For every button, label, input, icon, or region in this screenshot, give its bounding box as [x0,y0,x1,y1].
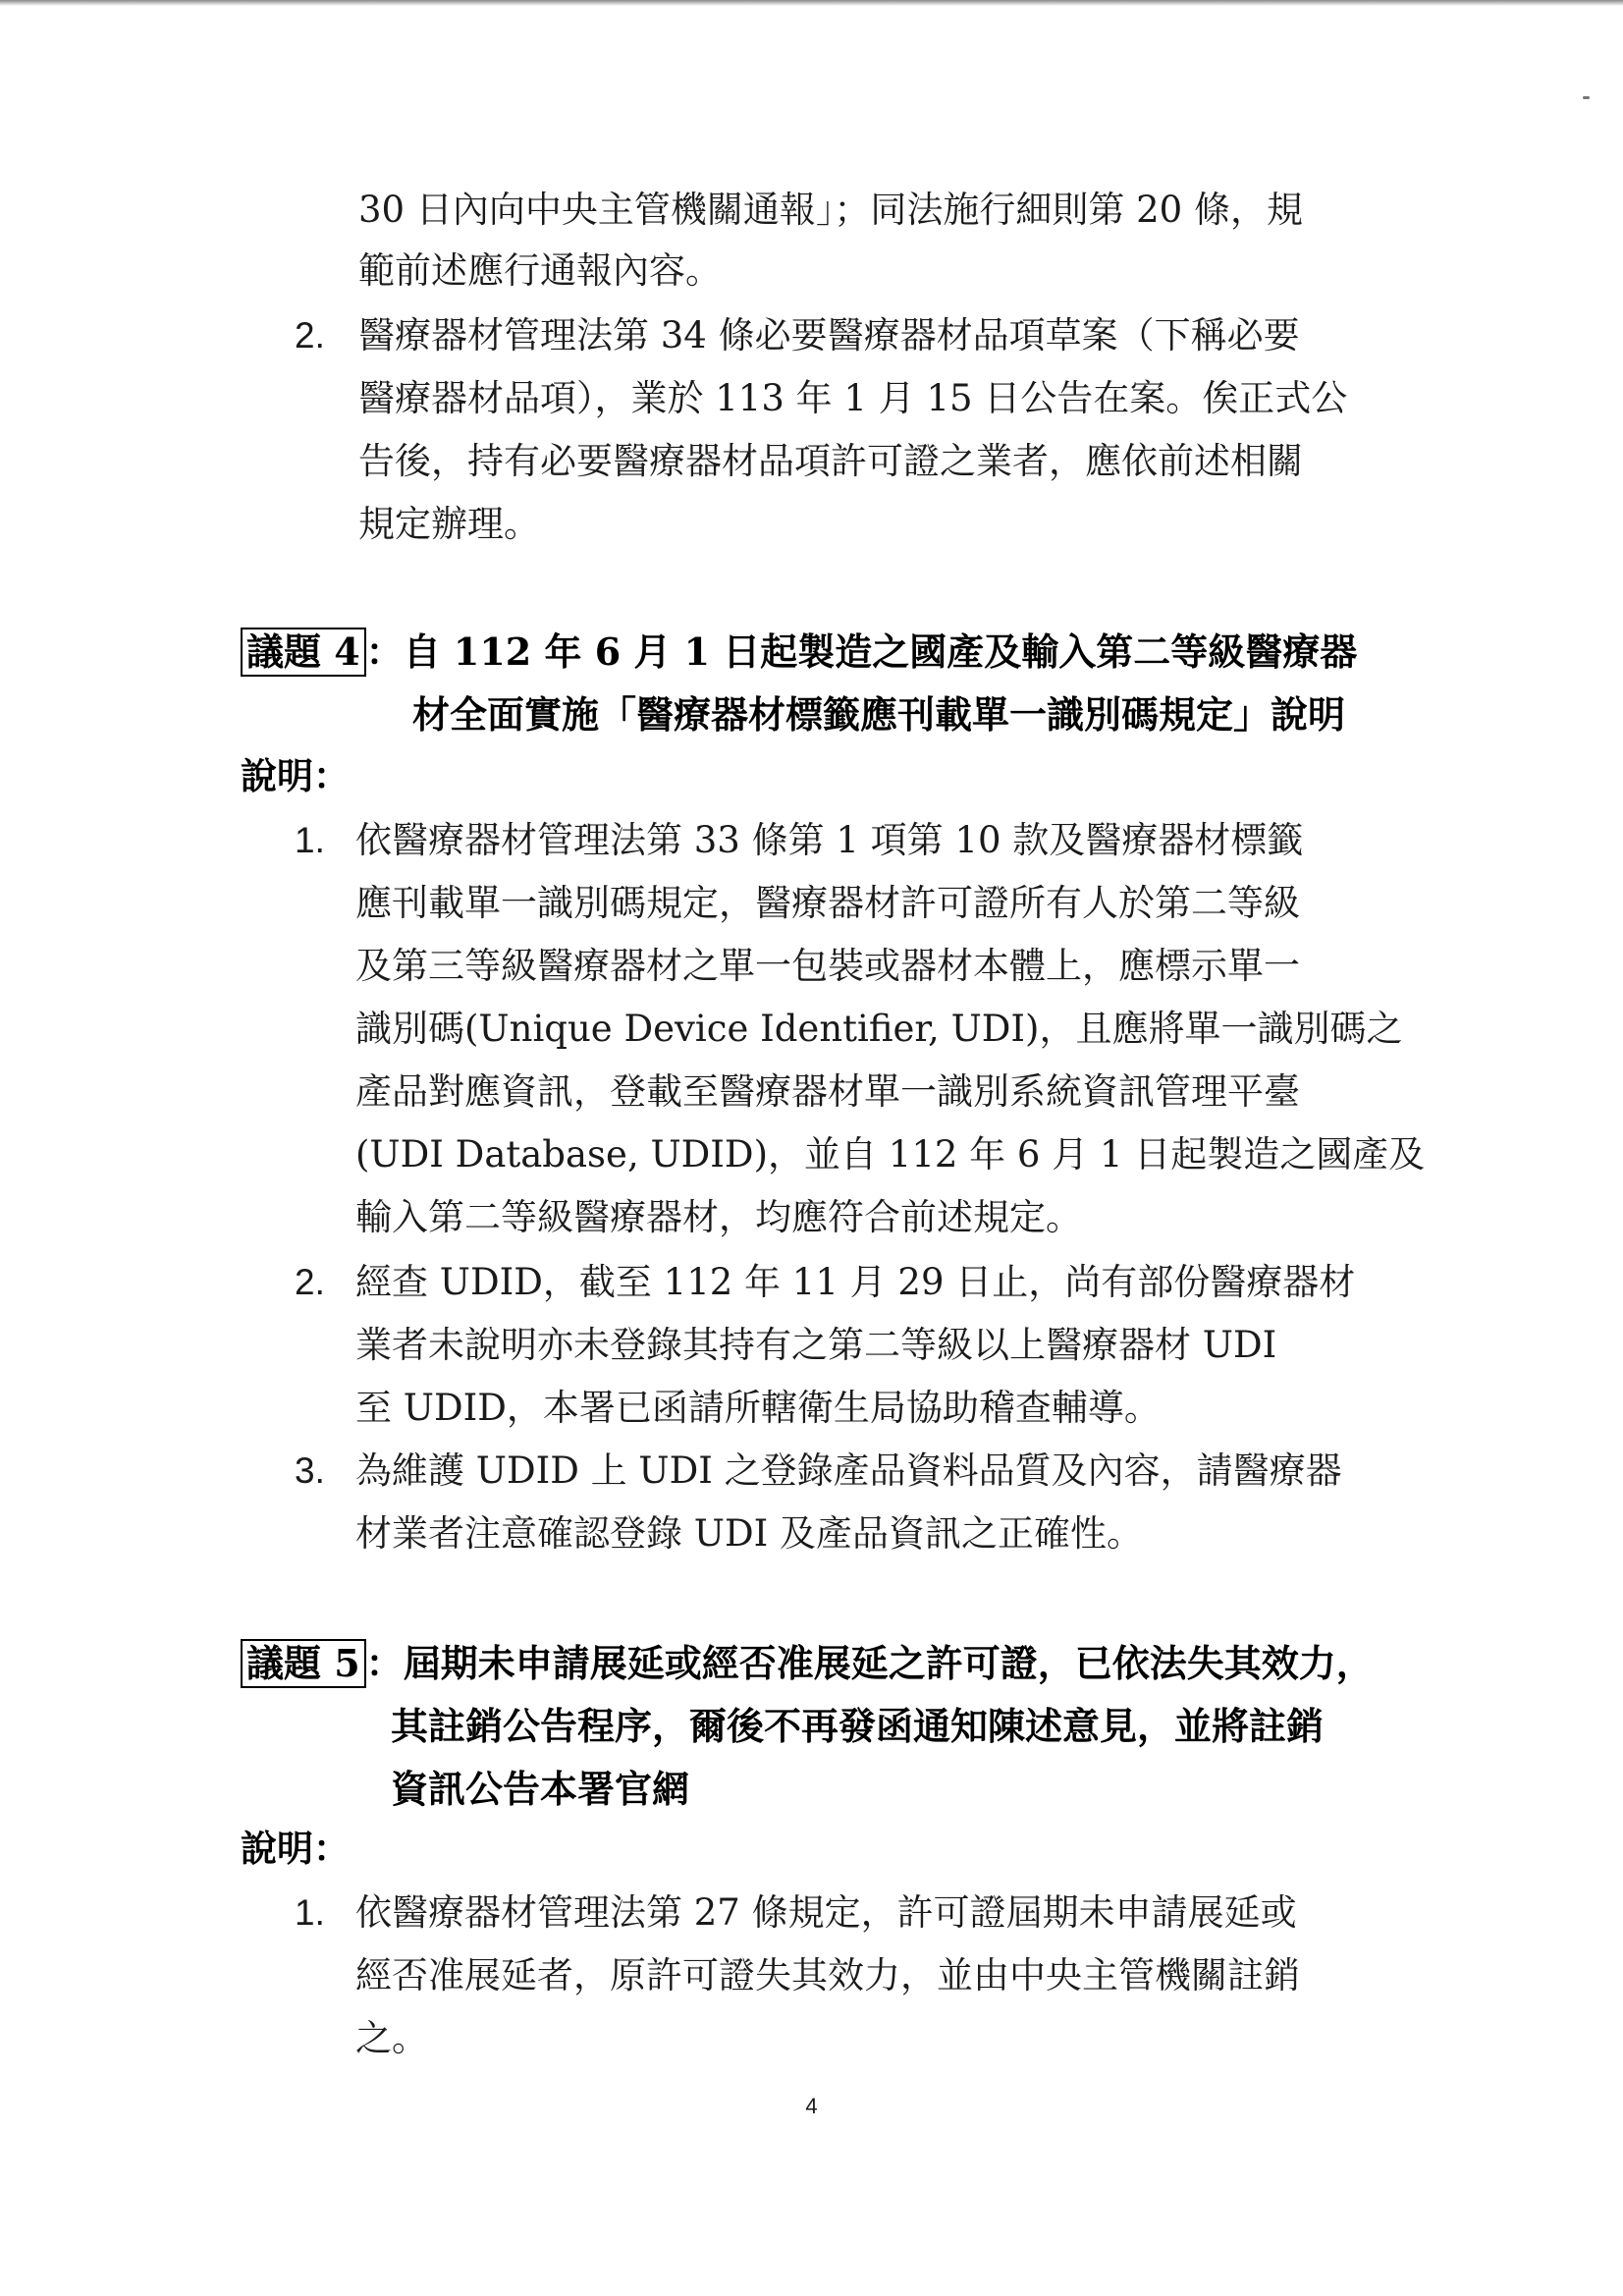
topic-4-item-1-line-7: 輸入第二等級醫療器材，均應符合前述規定。 [355,1196,1082,1238]
topic-4-item-1-line-4: 識別碼(Unique Device Identifier, UDI)，且應將單一識別碼之 [355,1008,1403,1050]
page-number: 4 [805,2094,818,2118]
topic-4-item-2-line-3: 至 UDID，本署已函請所轄衛生局協助稽查輔導。 [355,1387,1161,1429]
topic-5-item-1-number: 1. [295,1892,325,1933]
topic-4-item-1-line-3: 及第三等級醫療器材之單一包裝或器材本體上，應標示單一 [355,945,1300,987]
topic-5-tag: 議題 5 [241,1639,366,1688]
intro-line-2: 範前述應行通報內容。 [358,249,722,292]
intro-item-2-line-4: 規定辦理。 [358,503,540,545]
topic-5-title-line-3: 資訊公告本署官網 [391,1767,690,1811]
topic-4-item-3-line-1: 為維護 UDID 上 UDI 之登錄產品資料品質及內容，請醫療器 [355,1449,1342,1492]
topic-4-item-1-number: 1. [295,820,325,860]
topic-4-item-1-line-5: 產品對應資訊，登載至醫療器材單一識別系統資訊管理平臺 [355,1070,1300,1113]
intro-item-2-line-2: 醫療器材品項），業於 113 年 1 月 15 日公告在案。俟正式公 [358,377,1348,419]
intro-item-2-number: 2. [295,315,325,355]
topic-5-title-line-1: 屆期未申請展延或經否准展延之許可證，已依法失其效力， [403,1641,1374,1685]
topic-4-explain-label: 說明： [241,754,350,797]
topic-4-item-3-number: 3. [295,1450,325,1491]
intro-item-2-line-3: 告後，持有必要醫療器材品項許可證之業者，應依前述相關 [358,440,1303,482]
intro-line-1: 30 日內向中央主管機關通報」；同法施行細則第 20 條，規 [358,189,1303,231]
topic-5-heading [241,1638,1374,1689]
topic-4-item-2-number: 2. [295,1262,325,1302]
topic-4-title-line-2: 材全面實施「醫療器材標籤應刊載單一識別碼規定」說明 [412,692,1346,737]
topic-5-item-1-line-1: 依醫療器材管理法第 27 條規定，許可證屆期未申請展延或 [355,1891,1297,1934]
scan-speck [1583,96,1590,99]
topic-5-title-line-2: 其註銷公告程序，爾後不再發函通知陳述意見，並將註銷 [391,1704,1325,1748]
topic-4-item-1-line-1: 依醫療器材管理法第 33 條第 1 項第 10 款及醫療器材標籤 [355,819,1304,861]
topic-4-colon: ： [365,629,404,674]
topic-5-item-1-line-3: 之。 [355,2017,428,2059]
topic-4-item-1-line-2: 應刊載單一識別碼規定，醫療器材許可證所有人於第二等級 [355,882,1300,924]
scan-top-edge [0,0,1623,6]
intro-item-2-line-1: 醫療器材管理法第 34 條必要醫療器材品項草案（下稱必要 [358,314,1300,356]
topic-4-title-line-1: 自 112 年 6 月 1 日起製造之國產及輸入第二等級醫療器 [403,629,1358,674]
topic-5-item-1-line-2: 經否准展延者，原許可證失其效力，並由中央主管機關註銷 [355,1954,1300,1996]
topic-4-item-2-line-1: 經查 UDID，截至 112 年 11 月 29 日止，尚有部份醫療器材 [355,1261,1356,1303]
topic-4-item-1-line-6: (UDI Database, UDID)，並自 112 年 6 月 1 日起製造之國產及 [355,1133,1426,1175]
topic-4-tag: 議題 4 [241,628,366,677]
topic-5-explain-label: 說明： [241,1827,350,1870]
topic-5-colon: ： [365,1641,404,1685]
topic-4-item-2-line-2: 業者未說明亦未登錄其持有之第二等級以上醫療器材 UDI [355,1324,1277,1366]
topic-4-heading [241,627,1357,678]
topic-4-item-3-line-2: 材業者注意確認登錄 UDI 及產品資訊之正確性。 [355,1512,1143,1555]
